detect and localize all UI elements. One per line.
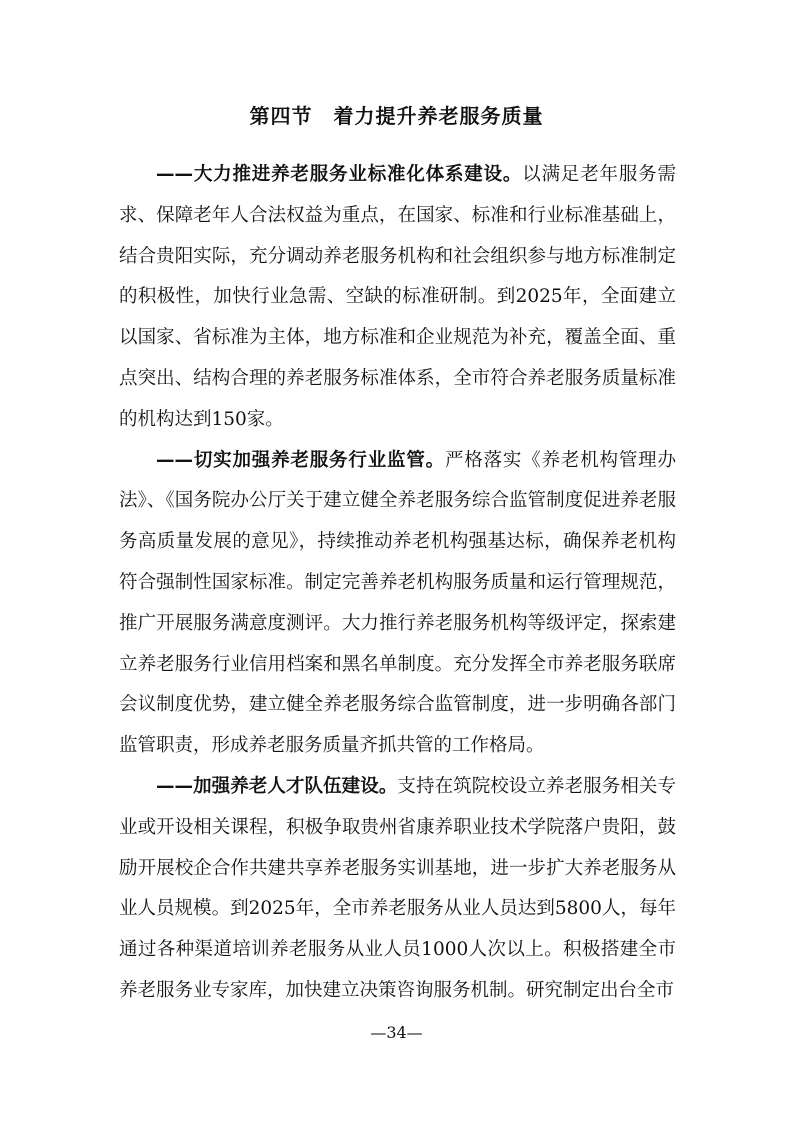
page-number: —34— — [370, 1023, 423, 1042]
paragraph-text: 以满足老年服务需求、保障老年人合法权益为重点，在国家、标准和行业标准基础上，结合贵阳实际，充分调动养老服务机构和社会组织参与地方标准制定的积极性，加快行业急需、空缺的标准研制。到2025年，全面建立以国家、省标准为主体，地方标准和企业规范为补充，覆盖全面、重点突出、结构合理的养老服务标准体系，全市符合养老服务质量标准的机构达到150家。 — [119, 164, 676, 430]
paragraph-text: 支持在筑院校设立养老服务相关专业或开设相关课程，积极争取贵州省康养职业技术学院落户贵阳，鼓励开展校企合作共建共享养老服务实训基地，进一步扩大养老服务从业人员规模。到2025年，全市养老服务从业人员达到5800人，每年通过各种渠道培训养老服务从业人员1000人次以上。积极搭建全市养老服务业专家库，加快建立决策咨询服务机制。研究制定出台全市 — [119, 775, 676, 1001]
paragraph-supervision — [119, 441, 676, 767]
section-title: 第四节 着力提升养老服务质量 — [249, 104, 544, 128]
paragraph-talent — [119, 767, 676, 1012]
body-text — [119, 155, 676, 1012]
paragraph-lead: ——大力推进养老服务业标准化体系建设。 — [156, 164, 523, 185]
paragraph-lead: ——切实加强养老服务行业监管。 — [156, 449, 445, 471]
paragraph-standardization — [119, 155, 676, 441]
paragraph-lead: ——加强养老人才队伍建设。 — [156, 775, 398, 797]
paragraph-text: 严格落实《养老机构管理办法》、《国务院办公厅关于建立健全养老服务综合监管制度促进养老服务高质量发展的意见》，持续推动养老机构强基达标，确保养老机构符合强制性国家标准。制定完善养老机构服务质量和运行管理规范，推广开展服务满意度测评。大力推行养老服务机构等级评定，探索建立养老服务行业信用档案和黑名单制度。充分发挥全市养老服务联席会议制度优势，建立健全养老服务综合监管制度，进一步明确各部门监管职责，形成养老服务质量齐抓共管的工作格局。 — [119, 449, 676, 757]
